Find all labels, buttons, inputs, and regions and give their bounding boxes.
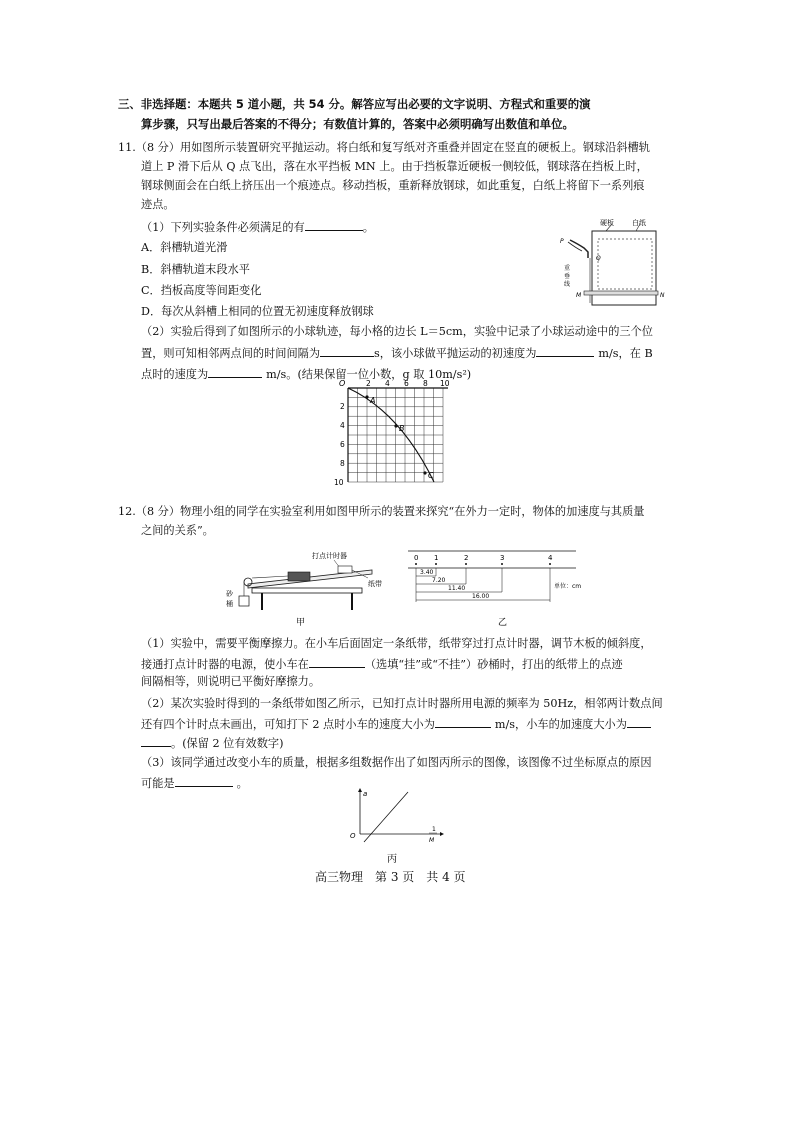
q12-part1-line1: （1）实验中，需要平衡摩擦力。在小车后面固定一条纸带，纸带穿过打点计时器，调节木板的倾斜度， [141,637,652,650]
answer-blank[interactable] [536,345,594,357]
point-m-label: M [576,292,582,299]
q11-stem-line: 钢球侧面会在白纸上挤压出一个痕迹点。移动挡板，重新释放钢球，如此重复，白纸上将留下一系列痕 [141,179,645,192]
tape-point-label: 2 [464,554,469,562]
plumb-label: 垂 [564,273,571,280]
figure-caption-jia: 甲 [296,618,306,628]
timer-box [338,566,352,573]
q12-part1-text: 接通打点计时器的电源，使小车在 [141,658,309,671]
figure-caption-yi: 乙 [498,618,508,628]
point-b-label: B [399,424,405,433]
q12-part1-line3: 间隔相等，则说明已平衡好摩擦力。 [141,675,321,688]
y-tick-label: 6 [340,440,345,449]
answer-blank[interactable] [175,775,233,787]
q11-part2-text: m/s，在 B [598,347,653,360]
tape-point-label: 1 [434,554,439,562]
y-axis-label: a [363,790,368,798]
y-tick-label: 2 [340,402,345,411]
distance-label: 16.00 [472,593,490,600]
figure-caption-bing: 丙 [387,854,397,865]
q12-figure-bing [340,786,450,868]
x-axis-numerator: 1 [432,826,436,833]
y-tick-label: 4 [340,421,345,430]
origin-label: O [339,379,346,388]
q11-part1-end: 。 [362,221,374,234]
cart [288,572,310,581]
y-tick-label: 10 [334,478,344,486]
section-header-line2: 算步骤，只写出最后答案的不得分；有数值计算的，答案中必须明确写出数值和单位。 [141,117,574,131]
y-tick-label: 8 [340,459,345,468]
answer-blank[interactable] [309,656,365,668]
q11-apparatus-figure [556,218,668,310]
sand-bucket [239,596,249,606]
q11-part2-line2 [141,345,653,361]
distance-label: 7.20 [432,577,446,584]
q12-part2-line3 [141,735,283,751]
plumb-label: 重 [564,265,571,272]
q11-part1 [141,219,374,235]
page-footer: 高三物理 第 3 页 共 4 页 [315,870,466,884]
distance-label: 3.40 [420,569,434,576]
q11-stem-line: 11.（8 分）用如图所示装置研究平抛运动。将白纸和复写纸对齐重叠并固定在竖直的硬板上。钢球沿斜槽轨 [118,141,650,154]
answer-blank[interactable] [320,345,374,357]
q11-part2-text: 点时的速度为 [141,368,209,381]
hardboard-label: 硬板 [600,219,614,227]
q12-part3-text: 。 [236,777,248,790]
x-tick-label: 10 [440,379,450,388]
x-tick-label: 6 [404,379,409,388]
q12-part1-text: （选填“挂”或“不挂”）砂桶时，打出的纸带上的点迹 [364,658,623,671]
point-n-label: N [660,292,665,299]
point-q-label: Q [596,255,601,262]
plumb-label: 线 [564,281,571,288]
q12-stem-line1: 12.（8 分）物理小组的同学在实验室利用如图甲所示的装置来探究“在外力一定时，物体的加速度与其质量 [118,505,645,518]
bucket-label: 砂 [226,590,233,598]
whitepaper-label: 白纸 [632,219,646,227]
answer-blank[interactable] [627,716,651,728]
q11-option-c: C．挡板高度等间距变化 [141,284,262,297]
distance-label: 11.40 [448,585,466,592]
x-tick-label: 8 [423,379,428,388]
q12-part2-text: 。(保留 2 位有效数字) [171,737,284,750]
x-tick-label: 4 [385,379,390,388]
answer-blank[interactable] [435,716,491,728]
q11-option-d: D．每次从斜槽上相同的位置无初速度释放钢球 [141,305,374,318]
tape-label: 纸带 [368,580,382,588]
tape-point-label: 4 [548,554,553,562]
q12-part2-text: 还有四个计时点未画出，可知打下 2 点时小车的速度大小为 [141,718,435,731]
q12-part2-text: m/s，小车的加速度大小为 [494,718,627,731]
q11-part2-text: 置，则可知相邻两点间的时间间隔为 [141,347,321,360]
q11-option-a: A．斜槽轨道光滑 [141,241,228,254]
q12-figure-jia [222,548,382,628]
q11-part2-line1: （2）实验后得到了如图所示的小球轨迹，每小格的边长 L＝5cm，实验中记录了小球运动途中的三个位 [141,325,653,338]
point-p-label: P [560,238,564,245]
answer-blank[interactable] [141,735,171,747]
q11-part2-text: s，该小球做平抛运动的初速度为 [374,347,537,360]
answer-blank[interactable] [208,366,262,378]
q11-stem-line: 道上 P 滑下后从 Q 点飞出，落在水平挡板 MN 上。由于挡板靠近硬板一侧较低，钢球落在挡板上时， [141,160,648,173]
q12-part3-line1: （3）该同学通过改变小车的质量，根据多组数据作出了如图丙所示的图像，该图像不过坐标原点的原因 [141,756,652,769]
q11-stem-line: 迹点。 [141,198,175,211]
q12-part1-line2 [141,656,623,672]
point-a-label: A [370,396,376,405]
q12-part3-line2 [141,775,248,791]
q11-part1-text: （1）下列实验条件必须满足的有 [141,221,305,234]
tape-point-label: 0 [414,554,419,562]
x-axis-denominator: M [429,837,435,844]
q11-option-b: B．斜槽轨道末段水平 [141,263,250,276]
origin-label: O [350,832,356,840]
q12-stem-line2: 之间的关系”。 [141,524,214,537]
q11-part2-text: m/s。(结果保留一位小数，g 取 10m/s²) [266,368,472,381]
q12-part2-line2 [141,716,651,732]
section-header-line1: 三、非选择题：本题共 5 道小题，共 54 分。解答应写出必要的文字说明、方程式和重要的演 [118,97,591,111]
tape-point-label: 3 [500,554,505,562]
x-tick-label: 2 [366,379,371,388]
point-a-marker [365,395,368,398]
q11-trajectory-grid [330,378,460,486]
timer-label: 打点计时器 [312,552,347,560]
bucket-label: 桶 [226,600,233,608]
point-b-marker [394,424,397,427]
unit-label: 单位：cm [554,583,582,590]
graph-line [364,792,408,842]
point-c-label: C [428,471,434,480]
q12-part3-text: 可能是 [141,777,175,790]
q12-part2-line1: （2）某次实验时得到的一条纸带如图乙所示，已知打点计时器所用电源的频率为 50Hz，相邻两计数点间 [141,697,663,710]
answer-blank[interactable] [305,219,363,231]
q12-figure-yi [404,548,584,628]
point-c-marker [423,471,426,474]
